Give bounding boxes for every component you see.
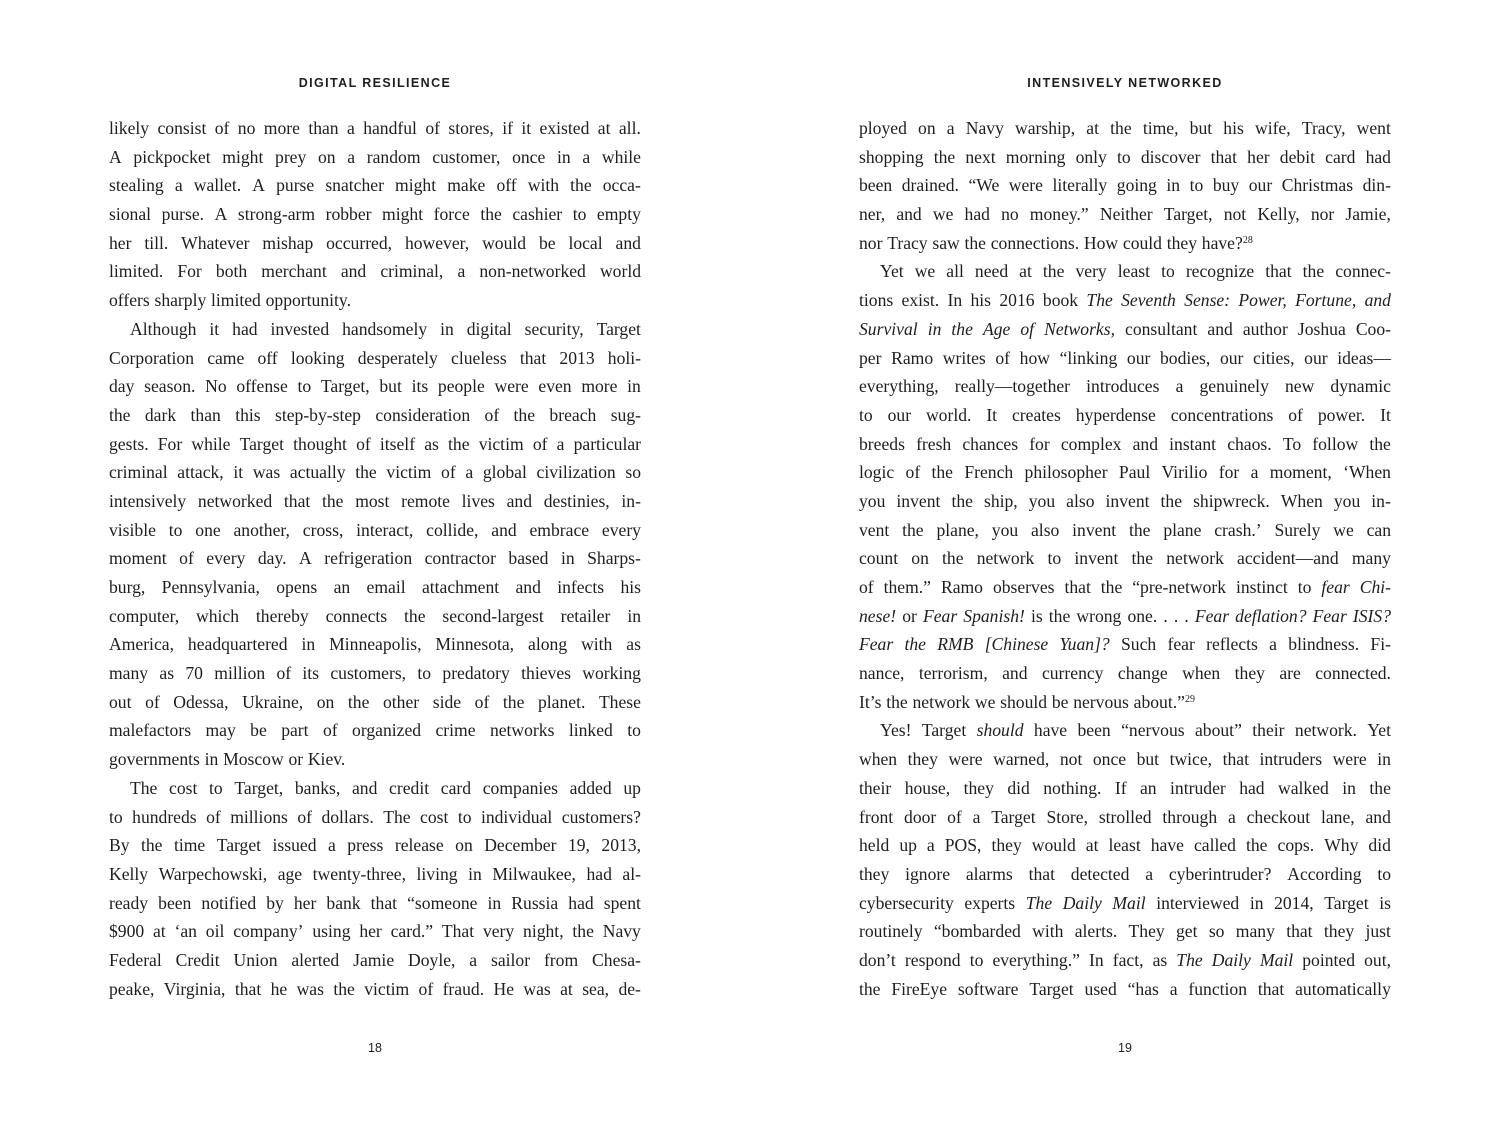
text-line: stealing a wallet. A purse snatcher might make off with the occa- bbox=[109, 175, 641, 196]
text-line: vent the plane, you also invent the plane crash.’ Surely we can bbox=[859, 519, 1391, 540]
text-line: Although it had invested handsomely in digital security, Target bbox=[130, 318, 641, 339]
text-line: nese! or Fear Spanish! is the wrong one. . . . Fear deflation? Fear ISIS? bbox=[859, 605, 1391, 626]
text-line: they ignore alarms that detected a cyberintruder? According to bbox=[859, 863, 1391, 884]
text-line: gests. For while Target thought of itself as the victim of a particular bbox=[109, 433, 641, 454]
text-line: nor Tracy saw the connections. How could they have?$^{28}$ bbox=[859, 232, 1253, 253]
text-line: intensively networked that the most remote lives and destinies, in- bbox=[109, 490, 641, 511]
running-head: INTENSIVELY NETWORKED bbox=[1027, 76, 1223, 90]
text-line: criminal attack, it was actually the victim of a global civilization so bbox=[109, 462, 641, 483]
text-line: likely consist of no more than a handful of stores, if it existed at all. bbox=[109, 118, 641, 138]
text-line: routinely “bombarded with alerts. They get so many that they just bbox=[859, 921, 1391, 942]
text-line: you invent the ship, you also invent the shipwreck. When you in- bbox=[859, 490, 1391, 511]
body-text bbox=[859, 114, 1391, 1003]
text-line: nance, terrorism, and currency change when they are connected. bbox=[859, 663, 1391, 684]
text-line: of them.” Ramo observes that the “pre-network instinct to fear Chi- bbox=[859, 577, 1391, 597]
text-line: Survival in the Age of Networks, consultant and author Joshua Coo- bbox=[859, 318, 1391, 339]
text-line: moment of every day. A refrigeration contractor based in Sharps- bbox=[109, 548, 641, 569]
text-line: sional purse. A strong-arm robber might force the cashier to empty bbox=[109, 204, 641, 225]
text-line: their house, they did nothing. If an intruder had walked in the bbox=[859, 777, 1391, 798]
text-line: visible to one another, cross, interact, collide, and embrace every bbox=[109, 519, 641, 540]
text-line: to hundreds of millions of dollars. The cost to individual customers? bbox=[109, 806, 641, 827]
text-line: $900 at ‘an oil company’ using her card.” That very night, the Navy bbox=[109, 921, 641, 942]
left-page bbox=[109, 0, 641, 1125]
body-text bbox=[109, 114, 641, 1003]
text-line: limited. For both merchant and criminal, a non-networked world bbox=[109, 261, 641, 282]
text-line: peake, Virginia, that he was the victim of fraud. He was at sea, de- bbox=[109, 978, 641, 999]
text-line: Yes! Target should have been “nervous about” their network. Yet bbox=[880, 720, 1391, 741]
text-line: Kelly Warpechowski, age twenty-three, living in Milwaukee, had al- bbox=[109, 863, 641, 884]
text-line: breeds fresh chances for complex and instant chaos. To follow the bbox=[859, 433, 1391, 454]
text-line: Yet we all need at the very least to recognize that the connec- bbox=[880, 261, 1391, 282]
text-line: cybersecurity experts The Daily Mail interviewed in 2014, Target is bbox=[859, 892, 1391, 913]
text-line: offers sharply limited opportunity. bbox=[109, 290, 351, 311]
running-head: DIGITAL RESILIENCE bbox=[298, 76, 452, 90]
text-line: the FireEye software Target used “has a function that automatically bbox=[859, 978, 1391, 999]
text-line: day season. No offense to Target, but its people were even more in bbox=[109, 376, 641, 397]
text-line: ployed on a Navy warship, at the time, but his wife, Tracy, went bbox=[859, 118, 1391, 138]
text-line: out of Odessa, Ukraine, on the other side of the planet. These bbox=[109, 691, 641, 712]
text-line: held up a POS, they would at least have called the cops. Why did bbox=[859, 835, 1391, 856]
page-number: 19 bbox=[1118, 1041, 1132, 1055]
text-line: many as 70 million of its customers, to predatory thieves working bbox=[109, 663, 641, 684]
text-line: to our world. It creates hyperdense concentrations of power. It bbox=[859, 404, 1391, 425]
text-line: per Ramo writes of how “linking our bodies, our cities, our ideas— bbox=[859, 347, 1391, 368]
text-line: America, headquartered in Minneapolis, Minnesota, along with as bbox=[109, 634, 641, 655]
text-line: ready been notified by her bank that “someone in Russia had spent bbox=[109, 892, 641, 913]
text-line: malefactors may be part of organized crime networks linked to bbox=[109, 720, 641, 741]
text-line: count on the network to invent the network accident—and many bbox=[859, 548, 1391, 569]
text-line: ner, and we had no money.” Neither Target, not Kelly, nor Jamie, bbox=[859, 204, 1391, 225]
text-line: governments in Moscow or Kiev. bbox=[109, 749, 346, 770]
text-line: the dark than this step-by-step consideration of the breach sug- bbox=[109, 404, 641, 425]
text-line: don’t respond to everything.” In fact, as The Daily Mail pointed out, bbox=[859, 949, 1391, 970]
text-line: It’s the network we should be nervous about.”$^{29}$ bbox=[859, 691, 1195, 712]
text-line: By the time Target issued a press release on December 19, 2013, bbox=[109, 835, 641, 856]
page-number: 18 bbox=[368, 1041, 382, 1055]
text-line: logic of the French philosopher Paul Virilio for a moment, ‘When bbox=[859, 462, 1391, 483]
right-page bbox=[859, 0, 1391, 1125]
text-line: when they were warned, not once but twice, that intruders were in bbox=[859, 749, 1391, 770]
text-line: burg, Pennsylvania, opens an email attachment and infects his bbox=[109, 577, 641, 597]
text-line: Fear the RMB [Chinese Yuan]? Such fear reflects a blindness. Fi- bbox=[859, 634, 1391, 655]
text-line: computer, which thereby connects the second-largest retailer in bbox=[109, 605, 641, 626]
text-line: everything, really—together introduces a genuinely new dynamic bbox=[859, 376, 1391, 397]
text-line: Corporation came off looking desperately clueless that 2013 holi- bbox=[109, 347, 641, 368]
text-line: shopping the next morning only to discover that her debit card had bbox=[859, 146, 1391, 167]
text-line: tions exist. In his 2016 book The Seventh Sense: Power, Fortune, and bbox=[859, 290, 1391, 311]
text-line: A pickpocket might prey on a random customer, once in a while bbox=[109, 146, 641, 167]
text-line: her till. Whatever mishap occurred, however, would be local and bbox=[109, 232, 641, 253]
text-line: been drained. “We were literally going in to buy our Christmas din- bbox=[859, 175, 1391, 196]
text-line: front door of a Target Store, strolled through a checkout lane, and bbox=[859, 806, 1391, 827]
text-line: The cost to Target, banks, and credit card companies added up bbox=[130, 777, 641, 798]
text-line: Federal Credit Union alerted Jamie Doyle, a sailor from Chesa- bbox=[109, 949, 641, 970]
